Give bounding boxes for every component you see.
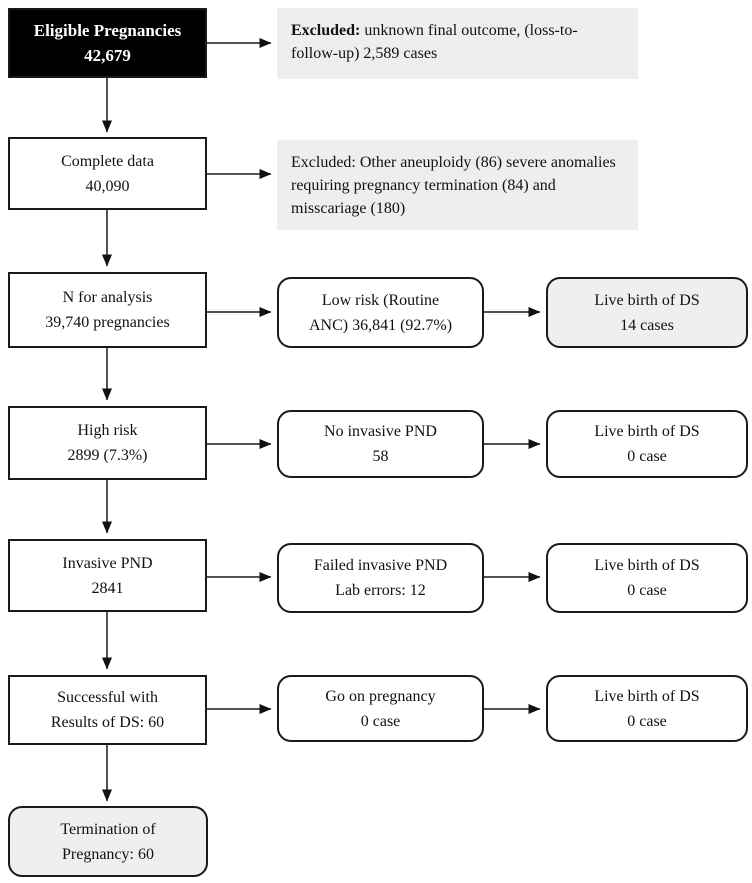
note-excluded-label: Excluded:	[291, 22, 361, 39]
node-value: 0 case	[360, 712, 401, 730]
note-excluded-text: unknown final outcome, (loss-to-follow-up) 2,589 cases	[291, 22, 578, 62]
node-value: 2899 (7.3%)	[67, 447, 148, 464]
node-value: 39,740 pregnancies	[45, 314, 170, 331]
node-live-birth-ds-14	[546, 277, 748, 348]
node-live-birth-ds-0-noinvasive	[546, 410, 748, 478]
node-value: 0 case	[627, 712, 667, 730]
node-label: Successful with	[57, 689, 158, 706]
node-value: 40,090	[85, 177, 130, 195]
node-termination-of-pregnancy	[8, 806, 208, 877]
node-label: Live birth of DS	[594, 291, 700, 309]
node-live-birth-ds-0-goon	[546, 675, 748, 742]
node-label: Low risk (Routine	[321, 291, 440, 309]
node-value: 0 case	[627, 582, 667, 599]
node-label: Invasive PND	[62, 554, 153, 572]
node-invasive-pnd	[8, 539, 207, 612]
node-go-on-pregnancy	[277, 675, 484, 742]
node-value: Pregnancy: 60	[62, 845, 154, 863]
node-label: Live birth of DS	[594, 423, 700, 440]
node-value: 0 case	[627, 448, 667, 465]
node-label: Termination of	[60, 820, 156, 838]
node-value: 58	[372, 448, 389, 465]
node-live-birth-ds-0-failed	[546, 543, 748, 613]
node-low-risk	[277, 277, 484, 348]
node-value: ANC) 36,841 (92.7%)	[308, 316, 453, 334]
node-label: Go on pregnancy	[325, 687, 436, 705]
note-excluded-aneuploidy	[277, 140, 638, 230]
node-label: High risk	[77, 422, 138, 439]
node-complete-data	[8, 137, 207, 210]
note-excluded-text: Excluded: Other aneuploidy (86) severe anomalies requiring pregnancy termination (84) and misscariage (180)	[291, 154, 616, 217]
node-value: 14 cases	[620, 316, 674, 334]
node-label: Live birth of DS	[594, 687, 700, 705]
node-label: No invasive PND	[324, 423, 437, 440]
node-label: Failed invasive PND	[313, 557, 448, 574]
node-value: 42,679	[84, 46, 131, 65]
node-high-risk	[8, 406, 207, 480]
node-label: Live birth of DS	[594, 557, 700, 574]
node-label: N for analysis	[62, 289, 153, 306]
node-value: Results of DS: 60	[50, 714, 165, 731]
note-excluded-loss-to-followup	[277, 8, 638, 79]
node-eligible-pregnancies	[8, 8, 207, 78]
node-label: Complete data	[61, 152, 154, 170]
node-n-for-analysis	[8, 272, 207, 348]
node-value: 2841	[91, 579, 124, 597]
node-no-invasive-pnd	[277, 410, 484, 478]
node-value: Lab errors: 12	[335, 582, 426, 599]
node-failed-invasive-pnd	[277, 543, 484, 613]
node-label: Eligible Pregnancies	[33, 21, 182, 40]
node-successful-results	[8, 675, 207, 745]
